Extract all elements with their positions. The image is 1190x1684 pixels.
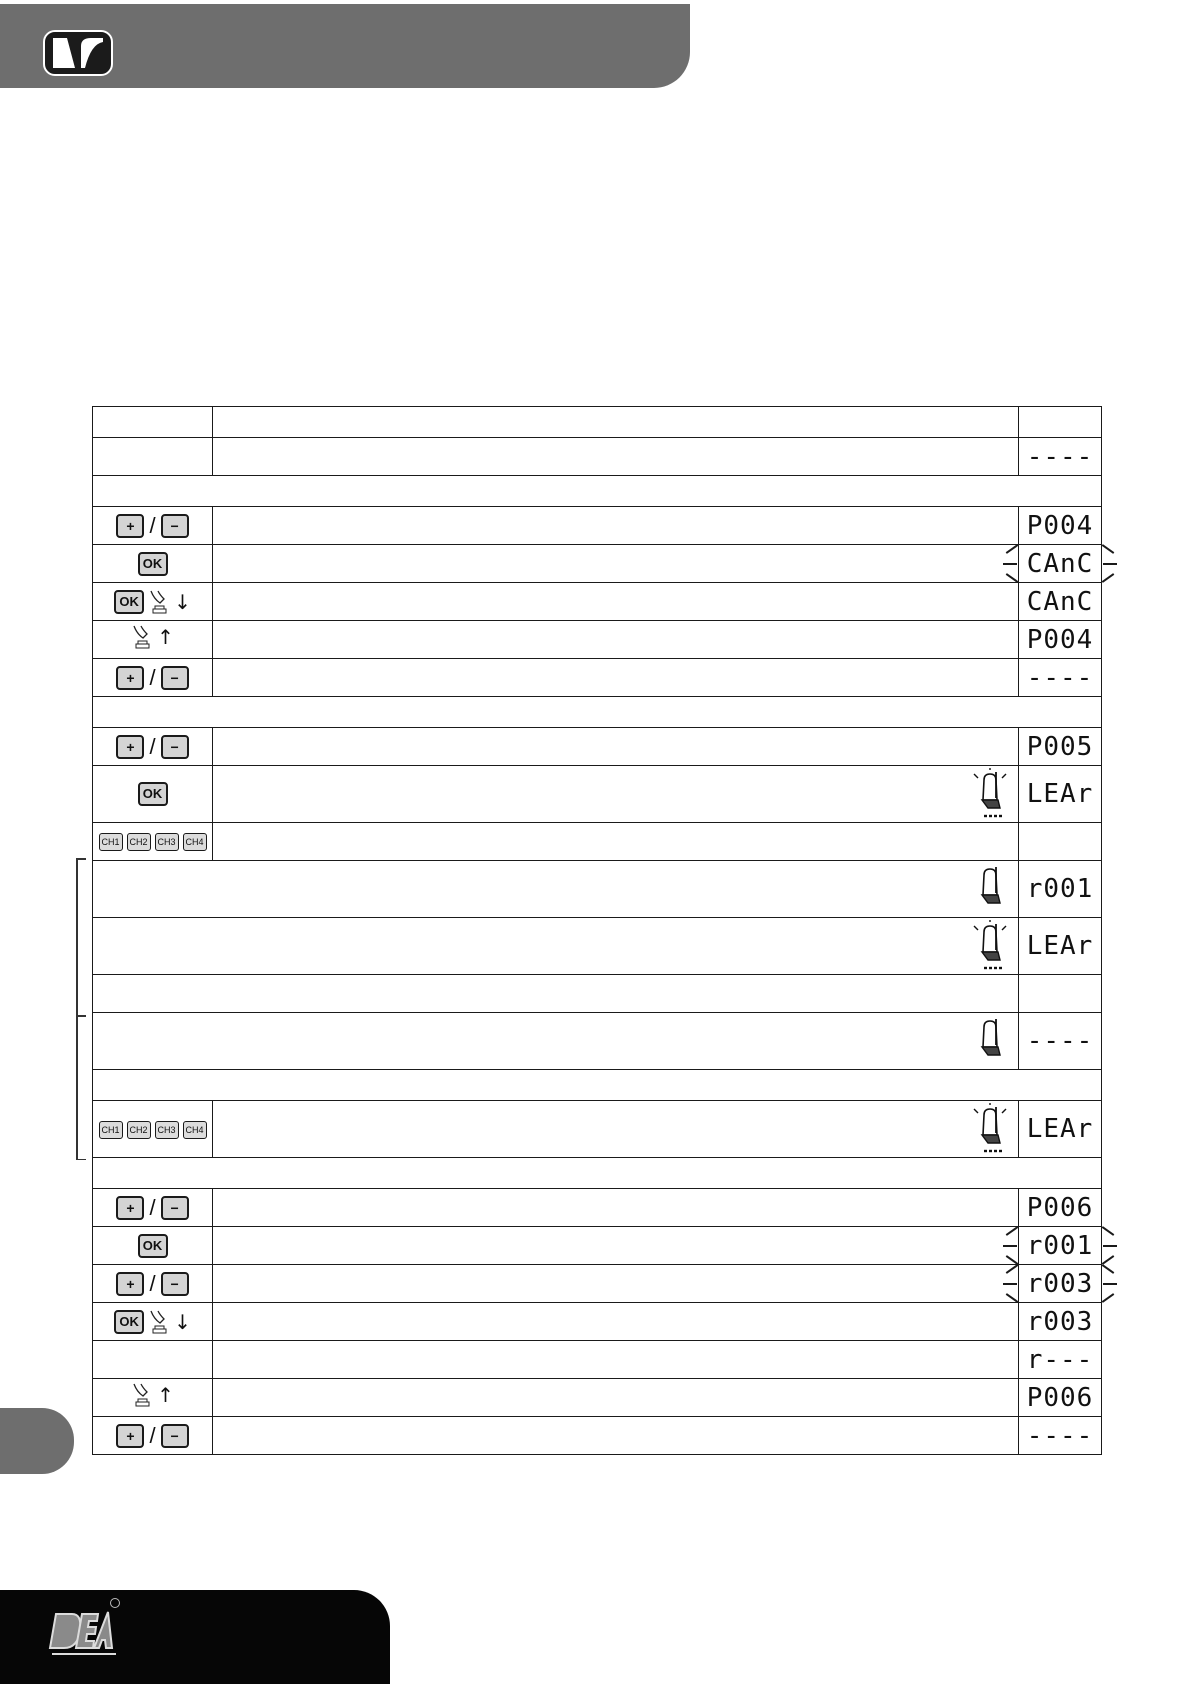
table-row bbox=[93, 861, 1102, 918]
table-row bbox=[93, 1189, 1102, 1227]
display-cell bbox=[1019, 1379, 1102, 1417]
lcd-display: P004 bbox=[1026, 624, 1094, 655]
minus-button[interactable]: − bbox=[161, 514, 189, 538]
description-cell bbox=[213, 1417, 1019, 1455]
plus-button[interactable]: + bbox=[116, 666, 144, 690]
description-cell bbox=[213, 1189, 1019, 1227]
description-cell bbox=[93, 975, 1019, 1013]
slash-separator: / bbox=[149, 1422, 156, 1448]
loop-bracket bbox=[76, 858, 88, 1160]
header-bar bbox=[0, 4, 690, 88]
display-cell bbox=[1019, 1303, 1102, 1341]
minus-button[interactable]: − bbox=[161, 1196, 189, 1220]
display-cell bbox=[1019, 766, 1102, 823]
key-group bbox=[116, 1195, 188, 1221]
keys-cell bbox=[93, 507, 213, 545]
description-cell bbox=[213, 1303, 1019, 1341]
blink-mark-6 bbox=[1102, 573, 1115, 583]
description-cell bbox=[213, 1227, 1019, 1265]
keys-cell bbox=[93, 583, 213, 621]
arrow-down-icon: ↓ bbox=[174, 589, 191, 614]
lcd-display: P006 bbox=[1026, 1382, 1094, 1413]
keys-cell bbox=[93, 545, 213, 583]
table-row bbox=[93, 1013, 1102, 1070]
keys-cell bbox=[93, 438, 213, 476]
display-cell bbox=[1019, 407, 1102, 438]
section-separator bbox=[93, 697, 1102, 728]
table-row bbox=[93, 621, 1102, 659]
ok-button[interactable]: OK bbox=[114, 1310, 144, 1334]
lcd-display: ---- bbox=[1026, 1420, 1094, 1451]
description-cell bbox=[213, 545, 1019, 583]
display-cell bbox=[1019, 918, 1102, 975]
lcd-display: ---- bbox=[1026, 441, 1094, 472]
minus-button[interactable]: − bbox=[161, 1424, 189, 1448]
page-side-tab bbox=[0, 1408, 74, 1474]
section-separator bbox=[93, 1070, 1102, 1101]
description-cell bbox=[213, 659, 1019, 697]
table-row bbox=[93, 697, 1102, 728]
blink-mark-2 bbox=[1003, 1245, 1017, 1247]
plus-button[interactable]: + bbox=[116, 514, 144, 538]
slash-separator: / bbox=[149, 512, 156, 538]
description-cell bbox=[213, 1265, 1019, 1303]
hand-release-icon bbox=[131, 624, 153, 650]
lcd-display: P005 bbox=[1026, 731, 1094, 762]
display-cell bbox=[1019, 728, 1102, 766]
ok-button[interactable]: OK bbox=[114, 590, 144, 614]
channel-button-2[interactable]: CH2 bbox=[127, 833, 151, 851]
plus-button[interactable]: + bbox=[116, 1424, 144, 1448]
display-cell bbox=[1019, 975, 1102, 1013]
key-group bbox=[116, 734, 188, 760]
table-row bbox=[93, 438, 1102, 476]
display-cell bbox=[1019, 1101, 1102, 1158]
ok-button[interactable]: OK bbox=[138, 1234, 168, 1258]
description-cell bbox=[213, 438, 1019, 476]
keys-cell bbox=[93, 659, 213, 697]
lcd-display: P004 bbox=[1026, 510, 1094, 541]
key-group bbox=[138, 1234, 168, 1258]
table-row bbox=[93, 1265, 1102, 1303]
keys-cell bbox=[93, 1265, 213, 1303]
lcd-display: ---- bbox=[1026, 662, 1094, 693]
minus-button[interactable]: − bbox=[161, 735, 189, 759]
keys-cell bbox=[93, 1417, 213, 1455]
keys-cell bbox=[93, 1341, 213, 1379]
table-row bbox=[93, 1379, 1102, 1417]
plus-button[interactable]: + bbox=[116, 1272, 144, 1296]
section-separator bbox=[93, 476, 1102, 507]
display-cell bbox=[1019, 861, 1102, 918]
lcd-display: CAnC bbox=[1026, 548, 1094, 579]
table-row bbox=[93, 1417, 1102, 1455]
arrow-up-icon: ↑ bbox=[157, 625, 174, 649]
table-row bbox=[93, 975, 1102, 1013]
table-row bbox=[93, 823, 1102, 861]
channel-button-3[interactable]: CH3 bbox=[155, 1121, 179, 1139]
lcd-display: r--- bbox=[1026, 1344, 1094, 1375]
keys-cell bbox=[93, 621, 213, 659]
key-group bbox=[114, 589, 191, 615]
table-row bbox=[93, 728, 1102, 766]
description-cell bbox=[213, 766, 1019, 823]
blink-mark-2 bbox=[1003, 1283, 1017, 1285]
blink-mark-6 bbox=[1102, 1255, 1115, 1265]
flashing-lamp-icon bbox=[970, 920, 1010, 972]
lcd-display: CAnC bbox=[1026, 586, 1094, 617]
dea-logo-icon bbox=[46, 1604, 122, 1662]
keys-cell bbox=[93, 1379, 213, 1417]
table-row bbox=[93, 1341, 1102, 1379]
display-cell bbox=[1019, 583, 1102, 621]
table-row bbox=[93, 407, 1102, 438]
minus-button[interactable]: − bbox=[161, 666, 189, 690]
slash-separator: / bbox=[149, 733, 156, 759]
ok-button[interactable]: OK bbox=[138, 782, 168, 806]
lcd-display: LEAr bbox=[1026, 931, 1094, 961]
slash-separator: / bbox=[149, 1270, 156, 1296]
table-row bbox=[93, 1101, 1102, 1158]
keys-cell bbox=[93, 1101, 213, 1158]
key-group bbox=[116, 513, 188, 539]
display-cell bbox=[1019, 823, 1102, 861]
keys-cell bbox=[93, 1303, 213, 1341]
blink-mark-5 bbox=[1103, 1283, 1117, 1285]
slash-separator: / bbox=[149, 664, 156, 690]
channel-button-1[interactable]: CH1 bbox=[99, 1121, 123, 1139]
key-group bbox=[138, 782, 168, 806]
hand-press-icon bbox=[148, 1309, 170, 1335]
description-cell bbox=[213, 728, 1019, 766]
display-cell bbox=[1019, 1265, 1102, 1303]
blink-mark-5 bbox=[1103, 1245, 1117, 1247]
registered-mark bbox=[110, 1598, 120, 1608]
key-group bbox=[131, 1382, 174, 1408]
ok-button[interactable]: OK bbox=[138, 552, 168, 576]
key-group bbox=[99, 833, 207, 851]
display-cell bbox=[1019, 1341, 1102, 1379]
table-row bbox=[93, 1303, 1102, 1341]
lcd-display: LEAr bbox=[1026, 779, 1094, 809]
blink-mark-6 bbox=[1102, 1293, 1115, 1303]
table-row bbox=[93, 766, 1102, 823]
procedure-table bbox=[92, 406, 1102, 1455]
display-cell bbox=[1019, 438, 1102, 476]
blink-mark-4 bbox=[1102, 1265, 1115, 1275]
keys-cell bbox=[93, 728, 213, 766]
flashing-lamp-icon bbox=[970, 768, 1010, 820]
table-row bbox=[93, 583, 1102, 621]
plus-button[interactable]: + bbox=[116, 1196, 144, 1220]
display-cell bbox=[1019, 1189, 1102, 1227]
table-row bbox=[93, 918, 1102, 975]
table-row bbox=[93, 1227, 1102, 1265]
keys-cell bbox=[93, 1227, 213, 1265]
description-cell bbox=[213, 1101, 1019, 1158]
table-row bbox=[93, 1070, 1102, 1101]
description-cell bbox=[93, 1013, 1019, 1070]
steady-lamp-icon bbox=[970, 1015, 1010, 1067]
lcd-display: LEAr bbox=[1026, 1114, 1094, 1144]
hand-press-icon bbox=[148, 589, 170, 615]
blink-mark-4 bbox=[1102, 545, 1115, 555]
table-row bbox=[93, 545, 1102, 583]
display-cell bbox=[1019, 1013, 1102, 1070]
steady-lamp-icon bbox=[970, 863, 1010, 915]
channel-button-4[interactable]: CH4 bbox=[183, 833, 207, 851]
channel-button-2[interactable]: CH2 bbox=[127, 1121, 151, 1139]
lcd-display: P006 bbox=[1026, 1192, 1094, 1223]
section-separator bbox=[93, 1158, 1102, 1189]
keys-cell bbox=[93, 823, 213, 861]
description-cell bbox=[213, 823, 1019, 861]
key-group bbox=[99, 1121, 207, 1139]
display-cell bbox=[1019, 1227, 1102, 1265]
key-group bbox=[131, 624, 174, 650]
display-cell bbox=[1019, 1417, 1102, 1455]
description-cell bbox=[213, 621, 1019, 659]
lcd-display: r001 bbox=[1026, 874, 1094, 904]
description-cell bbox=[93, 861, 1019, 918]
channel-button-1[interactable]: CH1 bbox=[99, 833, 123, 851]
description-cell bbox=[213, 1341, 1019, 1379]
key-group bbox=[138, 552, 168, 576]
table-row bbox=[93, 1158, 1102, 1189]
display-cell bbox=[1019, 545, 1102, 583]
brand-logo-icon bbox=[43, 30, 113, 76]
key-group bbox=[116, 1271, 188, 1297]
key-group bbox=[114, 1309, 191, 1335]
description-cell bbox=[213, 583, 1019, 621]
arrow-down-icon: ↓ bbox=[174, 1309, 191, 1334]
hand-release-icon bbox=[131, 1382, 153, 1408]
description-cell bbox=[213, 507, 1019, 545]
plus-button[interactable]: + bbox=[116, 735, 144, 759]
description-cell bbox=[213, 1379, 1019, 1417]
lcd-display: ---- bbox=[1026, 1026, 1094, 1056]
keys-cell bbox=[93, 766, 213, 823]
channel-button-4[interactable]: CH4 bbox=[183, 1121, 207, 1139]
key-group bbox=[116, 665, 188, 691]
slash-separator: / bbox=[149, 1194, 156, 1220]
lcd-display: r003 bbox=[1026, 1268, 1094, 1299]
footer-bar bbox=[0, 1590, 390, 1684]
flashing-lamp-icon bbox=[970, 1103, 1010, 1155]
blink-mark-4 bbox=[1102, 1227, 1115, 1237]
table-row bbox=[93, 659, 1102, 697]
display-cell bbox=[1019, 659, 1102, 697]
display-cell bbox=[1019, 507, 1102, 545]
description-cell bbox=[93, 918, 1019, 975]
lcd-display: r001 bbox=[1026, 1230, 1094, 1261]
table-row bbox=[93, 507, 1102, 545]
blink-mark-5 bbox=[1103, 563, 1117, 565]
table-row bbox=[93, 476, 1102, 507]
display-cell bbox=[1019, 621, 1102, 659]
blink-mark-2 bbox=[1003, 563, 1017, 565]
key-group bbox=[116, 1423, 188, 1449]
description-cell bbox=[213, 407, 1019, 438]
minus-button[interactable]: − bbox=[161, 1272, 189, 1296]
keys-cell bbox=[93, 1189, 213, 1227]
keys-cell bbox=[93, 407, 213, 438]
lcd-display: r003 bbox=[1026, 1306, 1094, 1337]
channel-button-3[interactable]: CH3 bbox=[155, 833, 179, 851]
arrow-up-icon: ↑ bbox=[157, 1383, 174, 1407]
